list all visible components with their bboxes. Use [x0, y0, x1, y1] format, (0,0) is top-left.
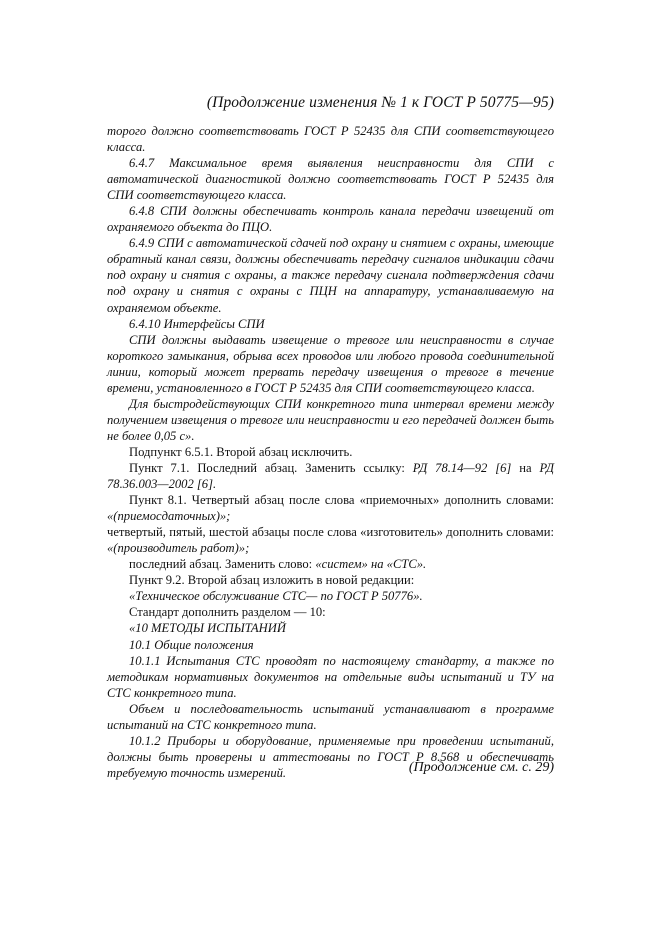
document-body	[107, 123, 554, 781]
paragraph-8-1-insert: «(приемосдаточных)»;	[107, 509, 231, 524]
paragraph-10-1-1: 10.1.1 Испытания СТС проводят по настоящему стандарту, а также по методикам нормативных документов на отдельные виды испытаний и ТУ на СТС конкретного типа.	[107, 653, 554, 700]
paragraph-test-program: Объем и последовательность испытаний устанавливают в программе испытаний на СТС конкретного типа.	[107, 701, 554, 732]
paragraph-8-1-continued-insert: «(производитель работ)»;	[107, 541, 250, 556]
paragraph-8-1-text: Пункт 8.1. Четвертый абзац после слова «приемочных» дополнить словами:	[129, 493, 554, 508]
new-reference: РД 78.36.003—2002 [6].	[107, 460, 554, 492]
paragraph-7-1	[107, 460, 554, 492]
paragraph-10-1-2: 10.1.2 Приборы и оборудование, применяемые при проведении испытаний, должны быть проверены и аттестованы по ГОСТ Р 8.568 и обеспечивать требуемую точность измерений.	[107, 733, 554, 780]
subsection-heading-6-4-10: 6.4.10 Интерфейсы СПИ	[129, 316, 265, 331]
continuation-header: (Продолжение изменения № 1 к ГОСТ Р 50775—95)	[206, 94, 554, 111]
section-heading-10: «10 МЕТОДЫ ИСПЫТАНИЙ	[129, 621, 286, 636]
paragraph-interfaces: СПИ должны выдавать извещение о тревоге или неисправности в случае короткого замыкания, обрыва всех проводов или любого провода соединительной линии, который может прервать передачу извещения о тревоге в течение времени, установленного в ГОСТ Р 52435 для СПИ соответствующего класса.	[107, 332, 554, 395]
reference-connector: на	[511, 460, 540, 475]
old-reference: РД 78.14—92 [6]	[412, 460, 512, 475]
paragraph-last-abzac-text: последний абзац. Заменить слово:	[129, 557, 316, 572]
paragraph-8-1-continued	[107, 524, 554, 556]
paragraph-6-4-9: 6.4.9 СПИ с автоматической сдачей под охрану и снятием с охраны, имеющие обратный канал связи, должны обеспечивать передачу сигналов индикации сдачи под охрану и снятия с охраны, а также передачу сигнала подтверждения сдачи под охрану и снятия с охраны с ПЦН на аппаратуру, устанавливаемую на охраняемом объекте.	[107, 236, 554, 315]
paragraph-add-section: Стандарт дополнить разделом — 10:	[129, 605, 326, 620]
subsection-heading-10-1: 10.1 Общие положения	[129, 637, 254, 652]
paragraph-continued: торого должно соответствовать ГОСТ Р 52435 для СПИ соответствующего класса.	[107, 124, 554, 155]
paragraph-8-1	[107, 492, 554, 524]
paragraph-6-5-1: Подпункт 6.5.1. Второй абзац исключить.	[129, 444, 353, 459]
paragraph-last-abzac	[107, 556, 554, 572]
paragraph-9-2: Пункт 9.2. Второй абзац изложить в новой редакции:	[129, 573, 415, 588]
paragraph-9-2-new-text: «Техническое обслуживание СТС— по ГОСТ Р 50776».	[129, 589, 423, 604]
continuation-footer: (Продолжение см. с. 29)	[408, 760, 554, 775]
paragraph-8-1-continued-text: четвертый, пятый, шестой абзацы после слова «изготовитель» дополнить словами:	[107, 525, 554, 540]
paragraph-6-4-7: 6.4.7 Максимальное время выявления неисправности для СПИ с автоматической диагностикой должно соответствовать ГОСТ Р 52435 для СПИ соответствующего класса.	[107, 156, 554, 203]
paragraph-7-1-text: Пункт 7.1. Последний абзац. Заменить ссылку:	[129, 460, 413, 475]
paragraph-6-4-8: 6.4.8 СПИ должны обеспечивать контроль канала передачи извещений от охраняемого объекта до ПЦО.	[107, 204, 554, 235]
paragraph-last-abzac-insert: «систем» на «СТС».	[315, 557, 427, 572]
paragraph-fast-spi: Для быстродействующих СПИ конкретного типа интервал времени между получением извещения о тревоге или неисправности и его передачей должен быть не более 0,05 с».	[107, 396, 554, 443]
